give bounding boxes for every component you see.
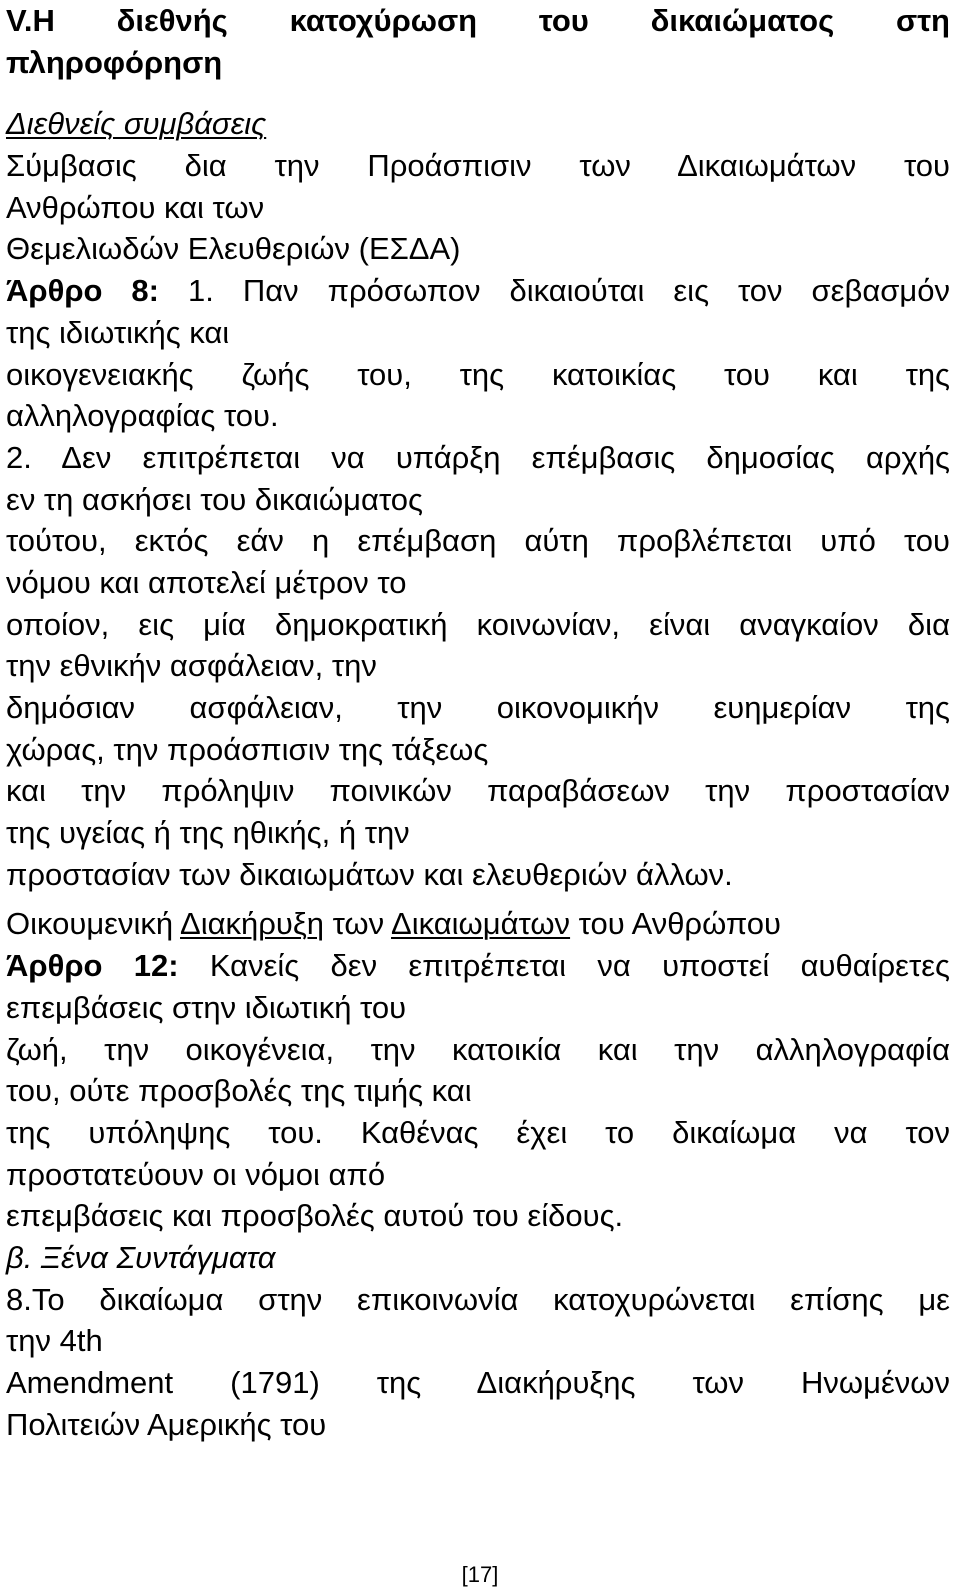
article-8-first-line bbox=[6, 270, 950, 312]
article-12-line: ζωή, την οικογένεια, την κατοικία και την αλληλογραφία bbox=[6, 1031, 950, 1067]
foreign-line: Πολιτειών Αμερικής του bbox=[6, 1406, 327, 1442]
article-8-line: τούτου, εκτός εάν η επέμβαση αύτη προβλέπεται υπό του bbox=[6, 523, 950, 559]
convention-title-line-1: Σύμβασις δια την Προάσπισιν των Δικαιωμάτων του bbox=[6, 148, 950, 184]
article-8-line: νόμου και αποτελεί μέτρον το bbox=[6, 564, 407, 600]
article-8-line: προστασίαν των δικαιωμάτων και ελευθεριών άλλων. bbox=[6, 856, 733, 892]
udhr-title-part: των bbox=[324, 906, 392, 942]
foreign-line: Amendment (1791) της Διακήρυξης των Ηνωμένων bbox=[6, 1365, 950, 1400]
foreign-line: την 4th bbox=[6, 1323, 103, 1359]
spacer bbox=[6, 83, 950, 103]
article-8-line: οικογενειακής ζωής του, της κατοικίας του και της bbox=[6, 356, 950, 392]
article-8-line: και την πρόληψιν ποινικών παραβάσεων την προστασίαν bbox=[6, 773, 950, 809]
subheading-foreign-constitutions: β. Ξένα Συντάγματα bbox=[6, 1239, 276, 1275]
article-8-line: της υγείας ή της ηθικής, ή την bbox=[6, 815, 410, 851]
article-8-line: οποίον, εις μία δημοκρατική κοινωνίαν, είναι αναγκαίον δια bbox=[6, 606, 950, 642]
udhr-title-part: του Ανθρώπου bbox=[570, 906, 781, 942]
page-number: [17] bbox=[461, 1562, 499, 1587]
article-8-line: χώρας, την προάσπισιν της τάξεως bbox=[6, 731, 489, 767]
udhr-title-part: Οικουμενική bbox=[6, 906, 181, 942]
article-8-first-text: 1. Παν πρόσωπον δικαιούται εις τον σεβασμόν bbox=[159, 273, 950, 309]
article-12-first-text: Κανείς δεν επιτρέπεται να υποστεί αυθαίρετες bbox=[178, 948, 951, 984]
udhr-title-underlined: Δικαιωμάτων bbox=[391, 906, 571, 942]
subheading-international-conventions: Διεθνείς συμβάσεις bbox=[6, 106, 267, 142]
udhr-title-underlined: Διακήρυξη bbox=[180, 906, 324, 942]
article-12-label: Άρθρο 12: bbox=[6, 948, 179, 984]
article-8-label: Άρθρο 8: bbox=[6, 273, 159, 309]
article-8-line: εν τη ασκήσει του δικαιώματος bbox=[6, 481, 423, 517]
article-12-line: της υπόληψης του. Καθένας έχει το δικαίωμα να τον bbox=[6, 1114, 950, 1150]
article-12-line: του, ούτε προσβολές της τιμής και bbox=[6, 1073, 472, 1109]
convention-title-line-3: Θεμελιωδών Ελευθεριών (ΕΣΔΑ) bbox=[6, 231, 461, 267]
article-12-line: επεμβάσεις στην ιδιωτική του bbox=[6, 989, 407, 1025]
article-8-line: αλληλογραφίας του. bbox=[6, 398, 279, 434]
article-8-line: την εθνικήν ασφάλειαν, την bbox=[6, 648, 377, 684]
udhr-title bbox=[6, 903, 950, 945]
article-12-line: προστατεύουν οι νόμοι από bbox=[6, 1156, 386, 1192]
foreign-line: 8.Το δικαίωμα στην επικοινωνία κατοχυρώνεται επίσης με bbox=[6, 1281, 950, 1317]
article-12-line: επεμβάσεις και προσβολές αυτού του είδους. bbox=[6, 1198, 624, 1234]
article-8-line: 2. Δεν επιτρέπεται να υπάρξη επέμβασις δημοσίας αρχής bbox=[6, 439, 950, 475]
article-8-line: της ιδιωτικής και bbox=[6, 314, 230, 350]
article-8-line: δημόσιαν ασφάλειαν, την οικονομικήν ευημερίαν της bbox=[6, 690, 950, 725]
convention-title-line-2: Ανθρώπου και των bbox=[6, 189, 265, 225]
section-heading-line-1: V.Η διεθνής κατοχύρωση του δικαιώματος στη bbox=[6, 3, 950, 38]
spacer bbox=[6, 895, 950, 903]
document-page bbox=[6, 0, 950, 1445]
article-12-first-line bbox=[6, 945, 950, 987]
section-heading-line-2: πληροφόρηση bbox=[6, 44, 223, 80]
